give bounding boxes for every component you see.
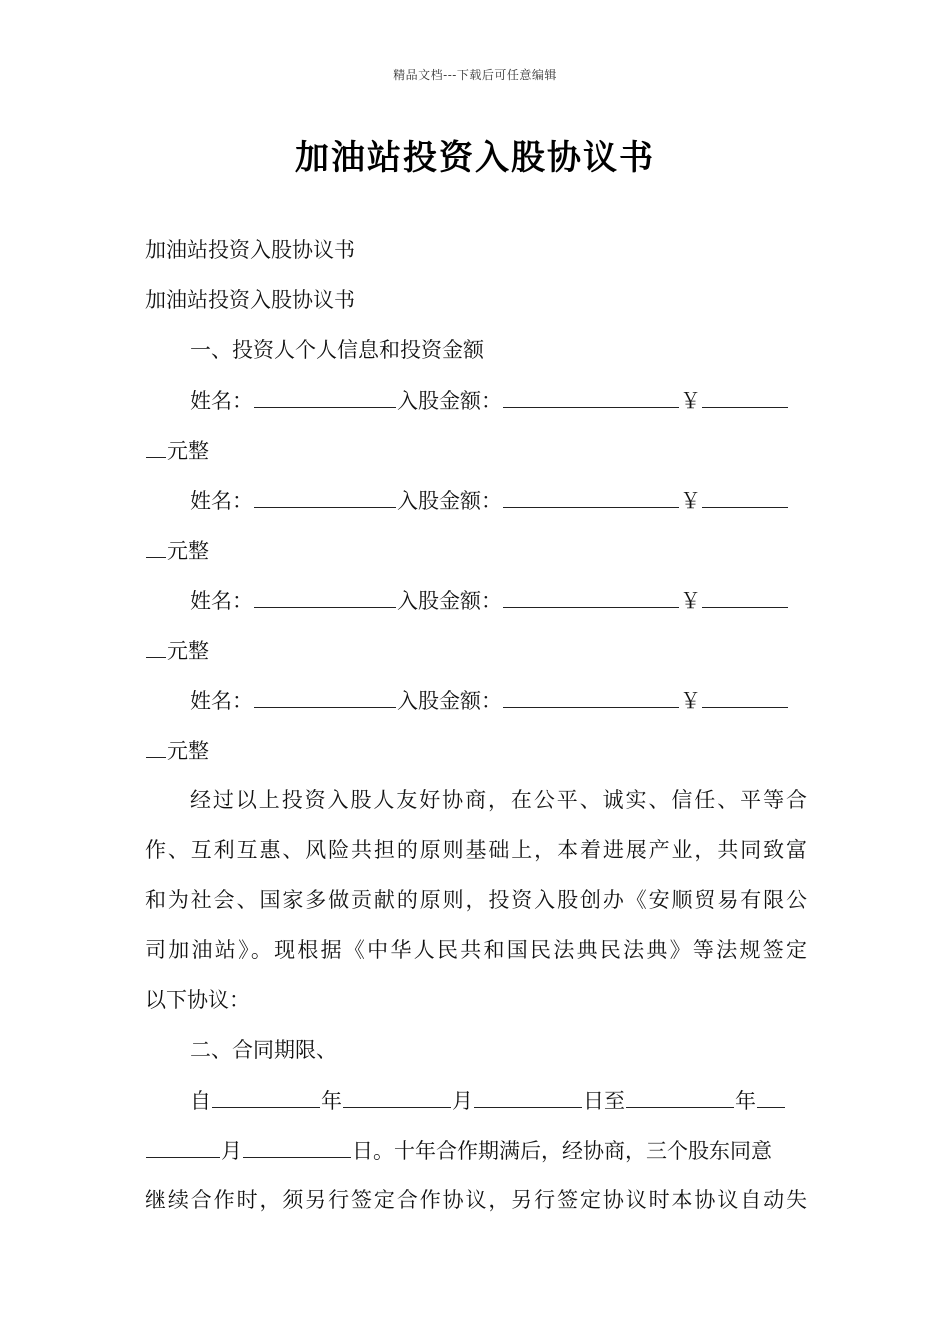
year-label: 年 xyxy=(321,1089,342,1113)
amount-blank[interactable] xyxy=(503,585,679,608)
term-date-line-cont xyxy=(145,1135,807,1166)
end-year-blank[interactable] xyxy=(626,1085,734,1108)
day-to-label: 日至 xyxy=(583,1089,625,1113)
currency-symbol: ￥ xyxy=(680,589,701,613)
unit-label: 元整 xyxy=(167,639,209,663)
amount-figure-blank[interactable] xyxy=(702,385,788,408)
preamble-line xyxy=(145,935,807,965)
term-date-line xyxy=(190,1085,807,1116)
preamble-line xyxy=(145,835,807,865)
amount-label: 入股金额： xyxy=(397,589,502,613)
currency-symbol: ￥ xyxy=(680,489,701,513)
name-blank[interactable] xyxy=(254,385,396,408)
page-header: 精品文档---下载后可任意编辑 xyxy=(393,68,557,82)
subtitle-2: 加油站投资入股协议书 xyxy=(145,288,355,312)
name-blank[interactable] xyxy=(254,685,396,708)
term-text: 继续合作时，须另行签定合作协议，另行签定协议时本协议自动失 xyxy=(145,1188,807,1212)
amount-figure-blank-cont[interactable] xyxy=(146,635,166,658)
name-label: 姓名： xyxy=(190,389,253,413)
preamble-line: 以下协议： xyxy=(145,988,250,1012)
from-label: 自 xyxy=(190,1089,211,1113)
amount-figure-blank-cont[interactable] xyxy=(146,535,166,558)
investor-row-cont xyxy=(145,635,807,666)
term-text: 日。十年合作期满后，经协商，三个股东同意 xyxy=(352,1139,772,1163)
investor-row-cont xyxy=(145,535,807,566)
end-month-blank[interactable] xyxy=(757,1085,785,1108)
unit-label: 元整 xyxy=(167,739,209,763)
name-label: 姓名： xyxy=(190,689,253,713)
start-day-blank[interactable] xyxy=(474,1085,582,1108)
amount-figure-blank[interactable] xyxy=(702,685,788,708)
amount-blank[interactable] xyxy=(503,685,679,708)
investor-row-cont xyxy=(145,735,807,766)
preamble-text: 司加油站》。现根据《中华人民共和国民法典民法典》等法规签定 xyxy=(145,938,807,962)
term-text-line xyxy=(145,1185,807,1215)
amount-figure-blank[interactable] xyxy=(702,585,788,608)
section-1-heading: 一、投资人个人信息和投资金额 xyxy=(190,338,484,362)
amount-label: 入股金额： xyxy=(397,389,502,413)
investor-row xyxy=(190,385,807,416)
preamble-text: 经过以上投资入股人友好协商，在公平、诚实、信任、平等合 xyxy=(190,788,807,812)
year-label: 年 xyxy=(735,1089,756,1113)
amount-figure-blank-cont[interactable] xyxy=(146,735,166,758)
document-title: 加油站投资入股协议书 xyxy=(295,138,655,178)
amount-figure-blank-cont[interactable] xyxy=(146,435,166,458)
investor-row xyxy=(190,585,807,616)
month-label: 月 xyxy=(221,1139,242,1163)
name-label: 姓名： xyxy=(190,489,253,513)
preamble-line xyxy=(190,785,807,815)
month-label: 月 xyxy=(452,1089,473,1113)
preamble-text: 作、互利互惠、风险共担的原则基础上，本着进展产业，共同致富 xyxy=(145,838,807,862)
unit-label: 元整 xyxy=(167,539,209,563)
unit-label: 元整 xyxy=(167,439,209,463)
amount-blank[interactable] xyxy=(503,385,679,408)
investor-row xyxy=(190,685,807,716)
end-day-blank[interactable] xyxy=(243,1135,351,1158)
name-blank[interactable] xyxy=(254,485,396,508)
amount-blank[interactable] xyxy=(503,485,679,508)
amount-label: 入股金额： xyxy=(397,489,502,513)
name-blank[interactable] xyxy=(254,585,396,608)
investor-row-cont xyxy=(145,435,807,466)
end-month-blank-cont[interactable] xyxy=(146,1135,220,1158)
name-label: 姓名： xyxy=(190,589,253,613)
start-year-blank[interactable] xyxy=(212,1085,320,1108)
preamble-line xyxy=(145,885,807,915)
amount-label: 入股金额： xyxy=(397,689,502,713)
start-month-blank[interactable] xyxy=(343,1085,451,1108)
section-2-heading: 二、合同期限、 xyxy=(190,1038,337,1062)
preamble-text: 和为社会、国家多做贡献的原则，投资入股创办《安顺贸易有限公 xyxy=(145,888,807,912)
amount-figure-blank[interactable] xyxy=(702,485,788,508)
investor-row xyxy=(190,485,807,516)
currency-symbol: ￥ xyxy=(680,389,701,413)
currency-symbol: ￥ xyxy=(680,689,701,713)
subtitle-1: 加油站投资入股协议书 xyxy=(145,238,355,262)
